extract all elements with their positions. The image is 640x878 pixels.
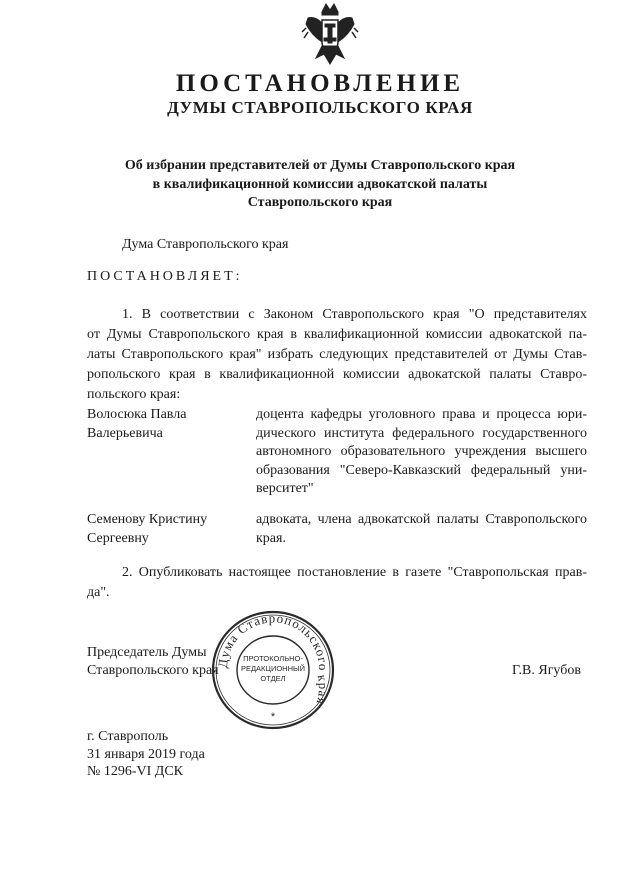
- representative-name: [87, 511, 247, 548]
- stamp-center-line: ОТДЕЛ: [260, 674, 286, 683]
- footer-number: № 1296-VI ДСК: [87, 764, 184, 779]
- paragraph-1: [87, 305, 587, 405]
- coat-of-arms-icon: [300, 2, 360, 68]
- paragraph-line: 1. В соответствии с Законом Ставропольского края "О представителях: [122, 307, 587, 322]
- stamp-center-line: ПРОТОКОЛЬНО-: [243, 654, 303, 663]
- name-line: Волосюка Павла: [87, 407, 187, 422]
- description-line: верситет": [256, 481, 314, 496]
- name-line: Валерьевича: [87, 425, 163, 441]
- intro-text: Дума Ставропольского края: [122, 237, 289, 252]
- organization-title: ДУМЫ СТАВРОПОЛЬСКОГО КРАЯ: [167, 98, 473, 117]
- description-line: образования "Северо-Кавказский федеральный уни-: [256, 462, 587, 478]
- representative-name: [87, 406, 247, 443]
- stamp-center-line: РЕДАКЦИОННЫЙ: [240, 664, 306, 673]
- subject-line: Об избрании представителей от Думы Ставропольского края: [124, 158, 516, 173]
- paragraph-2: [87, 563, 587, 603]
- document-type-title: ПОСТАНОВЛЕНИЕ: [175, 70, 465, 97]
- description-line: адвоката, члена адвокатской палаты Ставропольского: [256, 512, 587, 527]
- signer-position: [87, 644, 219, 680]
- signer-name: Г.В. Ягубов: [512, 663, 581, 678]
- description-line: автономного образовательного учреждения высшего: [256, 444, 587, 459]
- name-line: Семенову Кристину: [87, 512, 208, 527]
- description-line: края.: [256, 530, 286, 546]
- paragraph-line: польского края:: [87, 387, 181, 402]
- stamp-star: *: [270, 711, 276, 723]
- position-line: Ставропольского края: [87, 663, 219, 678]
- representative-description: [256, 511, 587, 548]
- paragraph-line: латы Ставропольского края" избрать следующих представителей от Думы Став-: [87, 347, 587, 362]
- description-line: доцента кафедры уголовного права и процесса юри-: [256, 407, 587, 422]
- position-line: Председатель Думы: [87, 645, 207, 660]
- paragraph-line: от Думы Ставропольского края в квалификационной комиссии адвокатской па-: [87, 327, 587, 342]
- document-subject: [0, 157, 640, 213]
- stamp-ring-text: Дума Ставропольского края: [214, 610, 332, 708]
- subject-line: в квалификационной комиссии адвокатской палаты: [152, 176, 488, 192]
- name-line: Сергеевну: [87, 530, 149, 546]
- paragraph-line: 2. Опубликовать настоящее постановление в газете "Ставропольская прав-: [122, 565, 587, 580]
- document-footer: [87, 728, 205, 781]
- resolves-heading: ПОСТАНОВЛЯЕТ:: [87, 269, 243, 284]
- official-stamp: [208, 608, 338, 732]
- paragraph-line: да".: [87, 585, 110, 600]
- description-line: дического института федерального государственного: [256, 425, 587, 441]
- footer-date: 31 января 2019 года: [87, 746, 205, 762]
- representative-description: [256, 406, 587, 499]
- footer-city: г. Ставрополь: [87, 729, 169, 744]
- subject-line: Ставропольского края: [247, 195, 393, 210]
- paragraph-line: ропольского края в квалификационной комиссии адвокатской палаты Ставро-: [87, 367, 587, 382]
